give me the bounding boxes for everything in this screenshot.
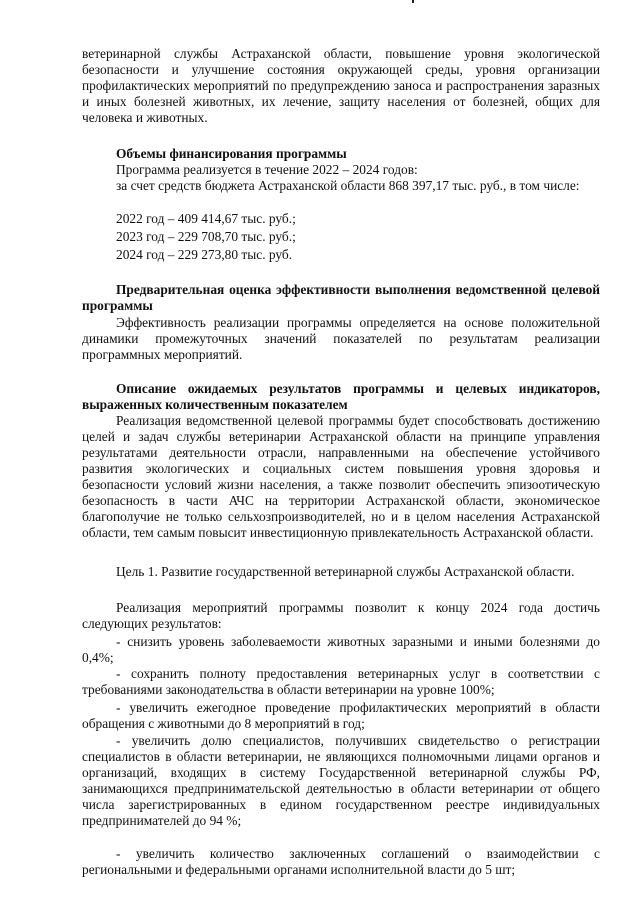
result-item: - снизить уровень заболеваемости животных заразными и иными болезнями до 0,4%; [82, 634, 600, 665]
page-edge-mark [412, 0, 414, 3]
result-item: - увеличить количество заключенных соглашений о взаимодействии с региональными и федеральными органами исполнительной власти до 5 шт; [82, 846, 600, 877]
assessment-text: Эффективность реализации программы определяется на основе положительной динамики промежуточных значений показателей по результатам реализации программных мероприятий. [82, 315, 600, 362]
result-item: - сохранить полноту предоставления ветеринарных услуг в соответствии с требованиями законодательства в области ветеринарии на уровне 100%; [82, 666, 600, 697]
financing-year-2022: 2022 год – 409 414,67 тыс. руб.; [116, 211, 296, 226]
goal1-title: Цель 1. Развитие государственной ветеринарной службы Астраханской области. [116, 564, 575, 579]
financing-year-2024: 2024 год – 229 273,80 тыс. руб. [116, 247, 293, 262]
result-item: - увеличить долю специалистов, получивших свидетельство о регистрации специалистов в области ветеринарии, не являющихся полномочными лицами органов и организаций, входящих в систему Государственной ветеринарной службы РФ, занимающихся предпринимательской деятельностью в области ветеринарии от общего числа зарегистрированных в едином государственном реестре индивидуальных предпринимателей до 94 %; [82, 733, 600, 828]
goal1-intro: Реализация мероприятий программы позволит к концу 2024 года достичь следующих результатов: [82, 600, 600, 631]
intro-paragraph: ветеринарной службы Астраханской области, повышение уровня экологической безопасности и улучшение состояния окружающей среды, уровня организации профилактических мероприятий по предупреждению заноса и распространения заразных и иных болезней животных, их лечение, защиту населения от болезней, общих для человека и животных. [82, 46, 600, 125]
financing-heading: Объемы финансирования программы [116, 146, 347, 161]
financing-budget: за счет средств бюджета Астраханской области 868 397,17 тыс. руб., в том числе: [116, 178, 580, 193]
result-item: - увеличить ежегодное проведение профилактических мероприятий в области обращения с животными до 8 мероприятий в год; [82, 700, 600, 731]
assessment-heading: Предварительная оценка эффективности выполнения ведомственной целевой программы [82, 282, 600, 313]
results-heading: Описание ожидаемых результатов программы и целевых индикаторов, выраженных количественным показателем [82, 381, 600, 412]
financing-period: Программа реализуется в течение 2022 – 2024 годов: [116, 162, 418, 177]
results-text: Реализация ведомственной целевой программы будет способствовать достижению целей и задач службы ветеринарии Астраханской области на принципе управления результатами деятельности отрасли, направленными на обеспечение устойчивого развития экологических и социальных систем повышения уровня здоровья и безопасности условий жизни населения, а также позволит обеспечить эпизоотическую безопасность в части АЧС на территории Астраханской области, экономическое благополучие не только сельхозпроизводителей, но и в целом населения Астраханской области, тем самым повысит инвестиционную привлекательность Астраханской области. [82, 413, 600, 540]
financing-year-2023: 2023 год – 229 708,70 тыс. руб.; [116, 229, 296, 244]
